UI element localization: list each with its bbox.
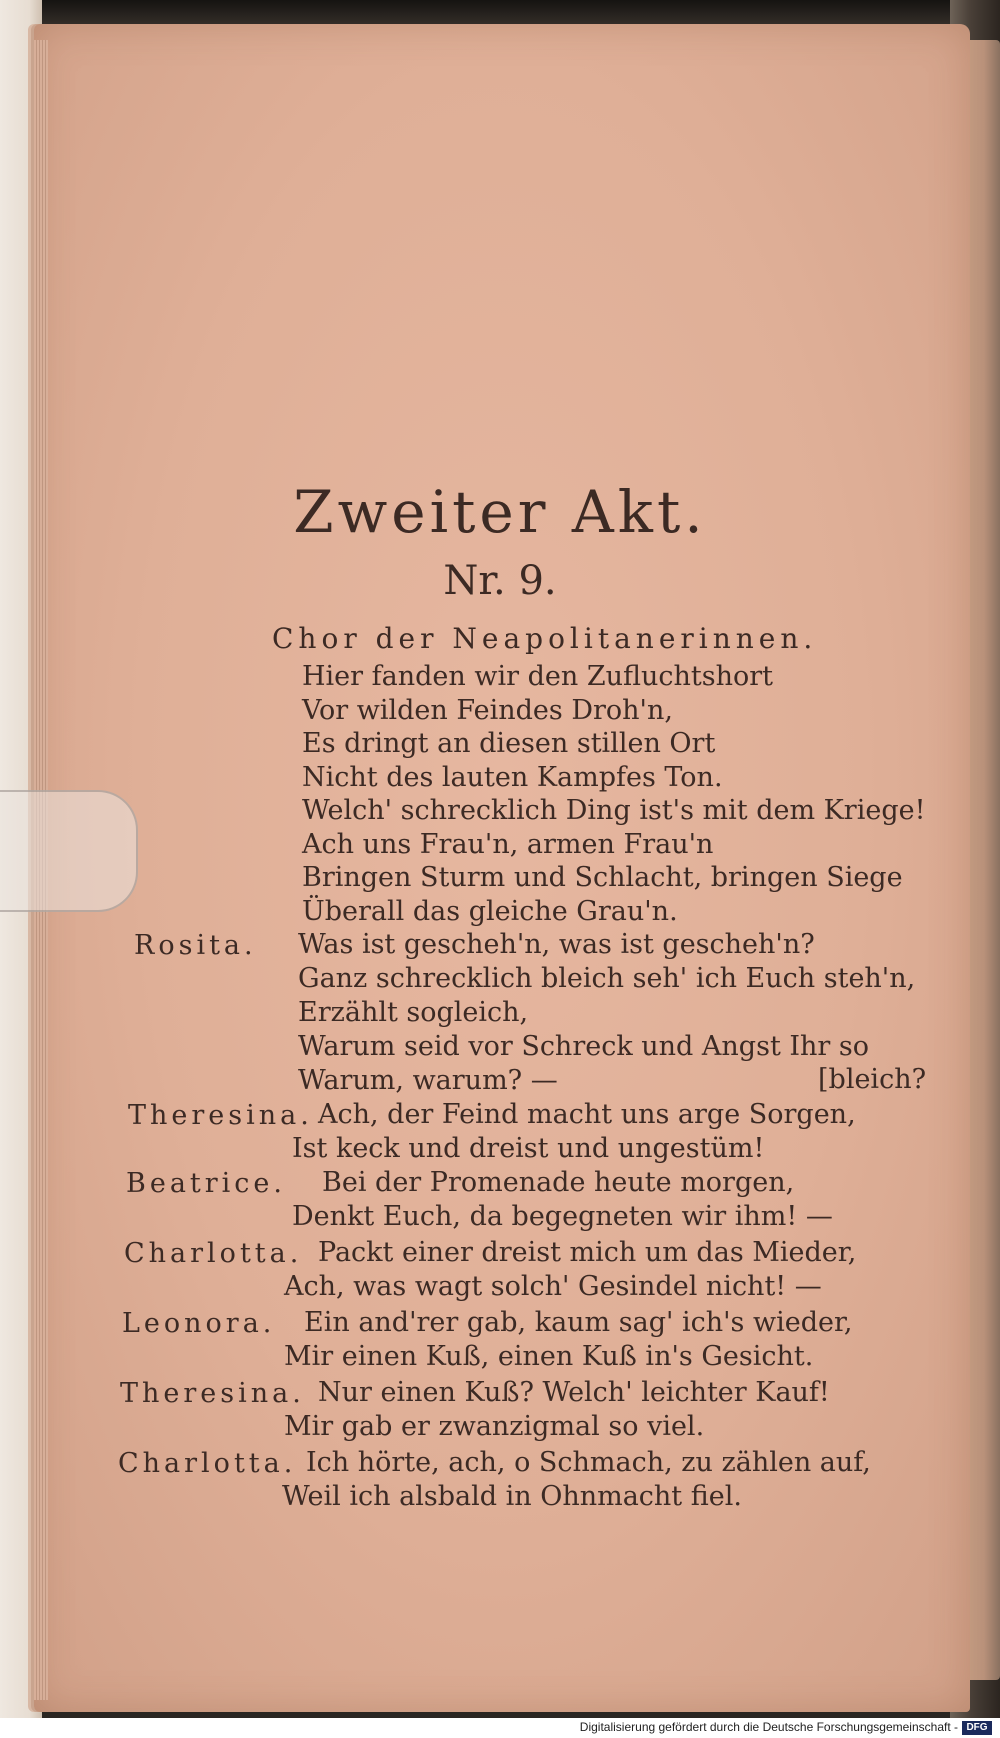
speaker-name: Charlotta.: [118, 1448, 297, 1479]
dfg-logo: DFG: [962, 1721, 992, 1735]
verse-line: Überall das gleiche Grau'n.: [302, 895, 678, 927]
verse-line: Es dringt an diesen stillen Ort: [302, 728, 716, 759]
dialogue-line: Ich hörte, ach, o Schmach, zu zählen auf,: [306, 1447, 871, 1478]
verse-line: Ach uns Frau'n, armen Frau'n: [302, 828, 714, 860]
dialogue-line: Mir gab er zwanzigmal so viel.: [284, 1411, 705, 1442]
dialogue-line: Packt einer dreist mich um das Mieder,: [318, 1237, 857, 1268]
dialogue-line: Was ist gescheh'n, was ist gescheh'n?: [298, 929, 815, 960]
dialogue-line: Ach, was wagt solch' Gesindel nicht! —: [284, 1271, 822, 1302]
chorus-verse: [302, 660, 925, 928]
speaker-name: Beatrice.: [126, 1168, 286, 1199]
speaker-name: Leonora.: [122, 1308, 276, 1339]
dialogue-line: Warum, warum? —: [298, 1065, 558, 1096]
dialogue-line: Ganz schrecklich bleich seh' ich Euch steh'n,: [298, 963, 916, 994]
dialogue-line: Ach, der Feind macht uns arge Sorgen,: [318, 1099, 856, 1130]
verse-line: Welch' schrecklich Ding ist's mit dem Kriege!: [302, 795, 926, 826]
number-heading: Nr. 9.: [443, 558, 557, 604]
dialogue-line: Bei der Promenade heute morgen,: [322, 1167, 795, 1198]
speaker-name: Charlotta.: [124, 1238, 303, 1269]
page-marker-tab: [0, 790, 138, 912]
dialogue-line: Erzählt sogleich,: [298, 997, 529, 1028]
dialogue-line: Mir einen Kuß, einen Kuß in's Gesicht.: [284, 1341, 814, 1372]
verse-line: Nicht des lauten Kampfes Ton.: [302, 761, 723, 793]
dialogue-line: Ist keck und dreist und ungestüm!: [292, 1133, 765, 1164]
speaker-name: Theresina.: [120, 1378, 305, 1409]
verse-line: Vor wilden Feindes Droh'n,: [302, 694, 673, 726]
speaker-name: Theresina.: [128, 1100, 313, 1131]
turnover-word: [bleich?: [818, 1064, 927, 1095]
speaker-name: Rosita.: [134, 930, 257, 961]
dialogue-line: Denkt Euch, da begegneten wir ihm! —: [292, 1201, 833, 1232]
act-title: Zweiter Akt.: [293, 478, 707, 546]
dialogue-line: Nur einen Kuß? Welch' leichter Kauf!: [318, 1377, 830, 1408]
verse-line: Hier fanden wir den Zufluchtshort: [302, 661, 773, 692]
dialogue-line: Ein and'rer gab, kaum sag' ich's wieder,: [304, 1307, 853, 1338]
verse-line: Bringen Sturm und Schlacht, bringen Siege: [302, 862, 903, 893]
dialogue-line: Weil ich alsbald in Ohnmacht fiel.: [282, 1481, 742, 1512]
digitization-credit: Digitalisierung gefördert durch die Deutsche Forschungsgemeinschaft -: [579, 1720, 958, 1734]
chorus-heading: Chor der Neapolitanerinnen.: [272, 622, 818, 655]
dialogue-line: Warum seid vor Schreck und Angst Ihr so: [298, 1031, 870, 1062]
